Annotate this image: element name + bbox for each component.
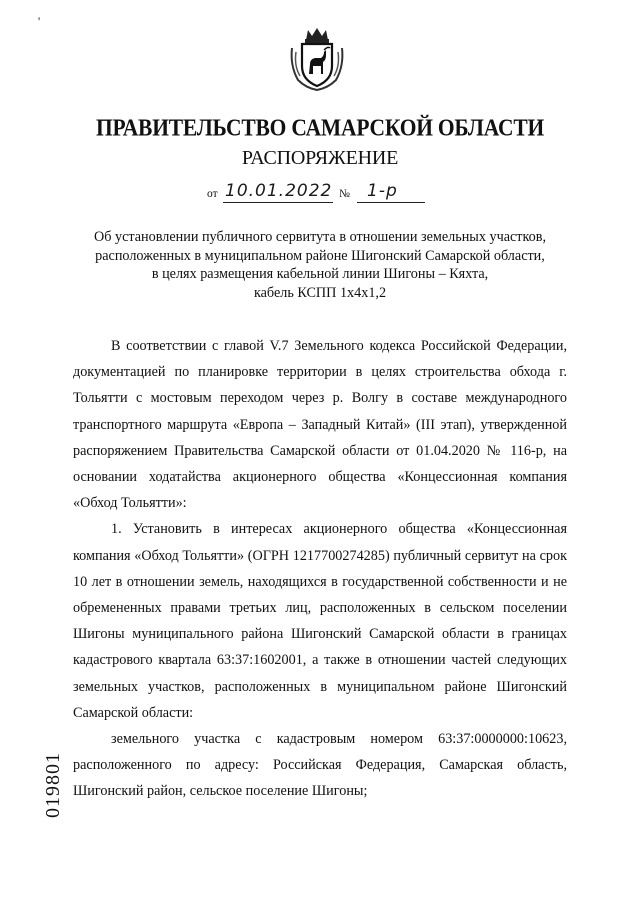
number-label: № [339,188,350,200]
subject-line: расположенных в муниципальном районе Шигонский Самарской области, [95,247,545,264]
document-subject [60,228,580,302]
document-body [73,333,567,805]
number-underline [357,202,425,203]
samara-coat-of-arms-icon [288,26,346,92]
date-value: 10.01.2022 [225,181,333,201]
body-paragraph: 1. Установить в интересах акционерного общества «Концессионная компания «Обход Тольятти» (ОГРН 1217700274285) публичный сервитут на срок 10 лет в отношении земель, находящихся в государственной собственности и не обремененных правами третьих лиц, расположенных в сельском поселении Шигоны муниципального района Шигонский Самарской области в границах кадастрового квартала 63:37:1602001, а также в отношении частей следующих земельных участков, расположенных в муниципальном районе Шигонский Самарской области: [73,521,567,721]
corner-mark: ' [38,14,41,28]
body-paragraph: земельного участка с кадастровым номером 63:37:0000000:10623, расположенного по адресу: Российская Федерация, Самарская область, Шигонский район, сельское поселение Шигоны; [73,731,567,800]
body-paragraph: В соответствии с главой V.7 Земельного кодекса Российской Федерации, документацией по планировке территории в целях строительства обхода г. Тольятти с мостовым переходом через р. Волгу в составе международного транспортного маршрута «Европа – Западный Китай» (III этап), утвержденной распоряжением Правительства Самарской области от 01.04.2020 № 116-р, на основании ходатайства акционерного общества «Концессионная компания «Обход Тольятти»: [73,338,567,512]
subject-line: в целях размещения кабельной линии Шигоны – Кяхта, [151,266,489,283]
date-from-label: от [207,188,218,200]
number-value: 1-р [367,181,398,201]
subject-line: Об установлении публичного сервитута в отношении земельных участков, [93,229,547,245]
vertical-serial-number: 019801 [42,752,64,818]
document-type: РАСПОРЯЖЕНИЕ [241,147,399,169]
date-number-line [207,182,437,206]
subject-line: кабель КСПП 1х4х1,2 [253,284,387,301]
date-underline [223,202,333,203]
organization-title: ПРАВИТЕЛЬСТВО САМАРСКОЙ ОБЛАСТИ [96,114,544,141]
